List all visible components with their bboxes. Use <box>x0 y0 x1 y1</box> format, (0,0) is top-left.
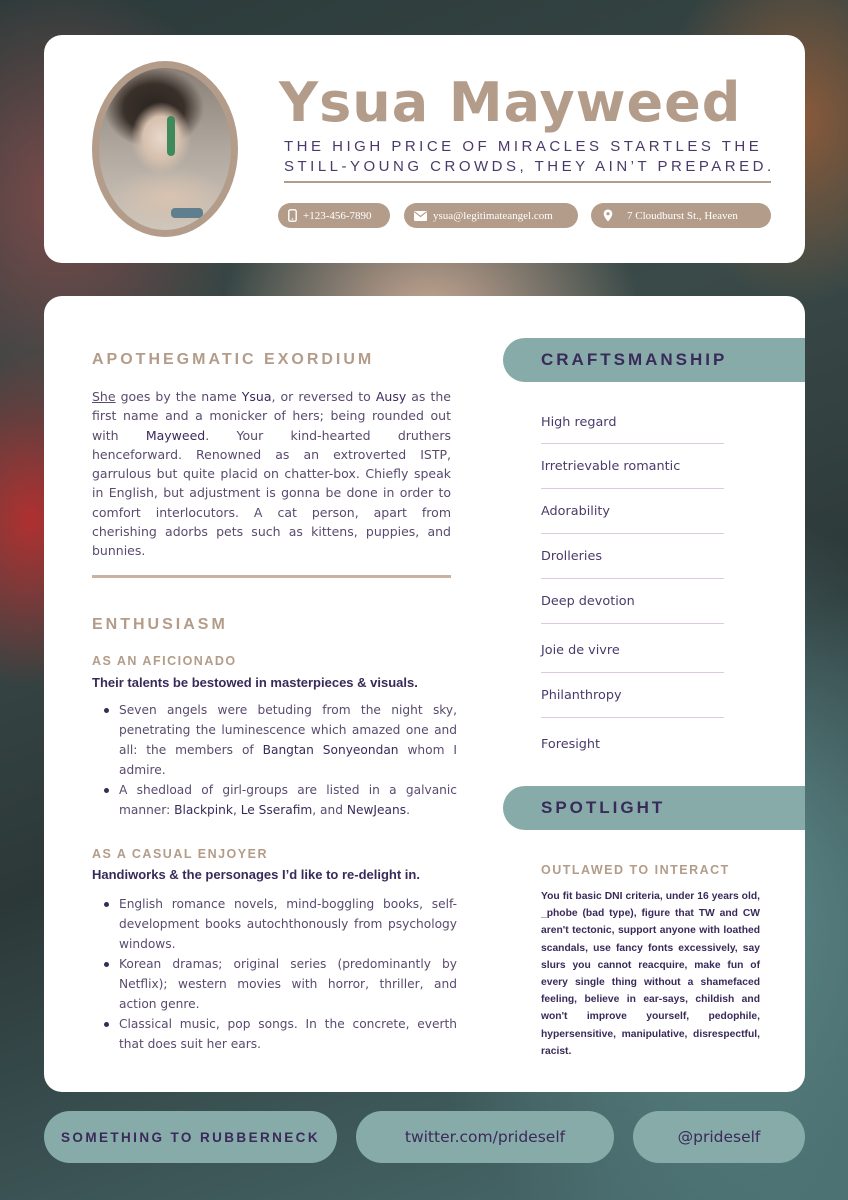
address-text: 7 Cloudburst St., Heaven <box>627 209 738 222</box>
skill-item: Irretrievable romantic <box>541 459 681 474</box>
skill-item: Adorability <box>541 504 610 519</box>
main-card <box>44 296 805 1092</box>
header-card <box>44 35 805 263</box>
aficionado-b1-highlight: Bangtan Sonyeondan <box>262 743 399 757</box>
aficionado-b2-highlight-1: Blackpink <box>174 803 233 817</box>
craftsmanship-tab: CRAFTSMANSHIP <box>503 338 805 382</box>
intro-divider <box>92 575 451 578</box>
mail-icon <box>414 211 427 221</box>
twitter-link[interactable]: twitter.com/prideself <box>356 1111 614 1163</box>
profile-photo-frame <box>92 61 238 237</box>
aficionado-b2-end: . <box>406 803 410 817</box>
email-pill[interactable] <box>404 203 578 228</box>
intro-text-2: , or reversed to <box>271 389 376 404</box>
handle-link[interactable]: @prideself <box>633 1111 805 1163</box>
aficionado-b2-highlight-2: Le Sserafim <box>240 803 313 817</box>
intro-paragraph <box>92 387 451 561</box>
intro-title: APOTHEGMATIC EXORDIUM <box>92 351 375 368</box>
skill-item: Philanthropy <box>541 688 622 703</box>
profile-tagline: THE HIGH PRICE OF MIRACLES STARTLES THE STILL-YOUNG CROWDS, THEY AIN’T PREPARED. <box>284 138 775 175</box>
aficionado-lead: Their talents be bestowed in masterpieces & visuals. <box>92 675 418 690</box>
aficionado-b1-end: whom I admire. <box>119 743 457 777</box>
skill-item: Deep devotion <box>541 594 635 609</box>
tagline-divider <box>284 181 771 183</box>
aficionado-b2-sep-1: , <box>232 803 241 817</box>
list-item <box>92 780 457 820</box>
phone-pill[interactable] <box>278 203 390 228</box>
address-pill[interactable] <box>591 203 771 228</box>
enjoyer-list <box>92 894 457 1054</box>
toy-car-shape <box>171 208 203 218</box>
aficionado-heading: AS AN AFICIONADO <box>92 654 237 668</box>
list-item <box>92 700 457 780</box>
list-item: Korean dramas; original series (predominantly by Netflix); western movies with horror, thriller, and action genre. <box>92 954 457 1014</box>
dni-heading: OUTLAWED TO INTERACT <box>541 863 730 877</box>
phone-icon <box>288 209 297 222</box>
aficionado-b2-sep-2: , and <box>312 803 347 817</box>
necklace-shape <box>167 116 175 156</box>
list-item: Classical music, pop songs. In the concrete, everth that does suit her ears. <box>92 1014 457 1054</box>
dni-text: You fit basic DNI criteria, under 16 years old, _phobe (bad type), figure that TW and CW aren't tectonic, support anyone with loathed scandals, use fancy fonts excessively, say slurs you cannot reacquire, make fun of every single thing without a shamefaced feeling, believe in ear-says, childish and won't improve yourself, pedophile, hypersensitive, manipulative, disrespectful, racist. <box>541 891 760 1057</box>
intro-text-3: as the first name and a monicker of hers; being rounded out with <box>92 389 451 443</box>
profile-name: Ysua Mayweed <box>279 71 742 134</box>
email-text: ysua@legitimateangel.com <box>433 209 553 222</box>
intro-ysua: Ysua <box>241 389 272 404</box>
phone-text: +123-456-7890 <box>303 209 372 222</box>
enjoyer-lead: Handiworks & the personages I’d like to re-delight in. <box>92 867 420 882</box>
skill-item: High regard <box>541 415 617 430</box>
skill-item: Drolleries <box>541 549 603 564</box>
skill-item: Foresight <box>541 737 601 752</box>
intro-text-1: goes by the name <box>115 389 242 404</box>
intro-mayweed: Mayweed <box>145 427 206 443</box>
enthusiasm-title: ENTHUSIASM <box>92 616 228 633</box>
aficionado-b1-text: Seven angels were betuding from the night sky, penetrating the luminescence which amazed one and all: the members of <box>119 703 457 757</box>
intro-text-4: . Your kind-hearted druthers henceforward. Renowned as an extroverted ISTP, garrulous but quite placid on chatter-box. Chiefly speak in English, but adjustment is gonna be done in order to comfort interlocutors. A cat person, apart from cherishing adorbs pets such as kittens, puppies, and bunnies. <box>92 427 451 559</box>
aficionado-b2-highlight-3: NewJeans <box>346 803 407 817</box>
skill-divider <box>541 717 724 718</box>
list-item: English romance novels, mind-boggling books, self-development books autochthonously from psychology windows. <box>92 894 457 954</box>
aficionado-list <box>92 700 457 820</box>
footer-label-pill: SOMETHING TO RUBBERNECK <box>44 1111 337 1163</box>
location-pin-icon <box>603 209 613 222</box>
enjoyer-heading: AS A CASUAL ENJOYER <box>92 847 268 861</box>
profile-photo <box>99 68 231 230</box>
skill-item: Joie de vivre <box>541 643 620 658</box>
skill-divider <box>541 623 724 624</box>
aficionado-b2-text: A shedload of girl-groups are listed in a galvanic manner: <box>119 783 457 817</box>
intro-ausy: Ausy <box>375 389 407 404</box>
intro-she: She <box>92 389 116 404</box>
spotlight-tab: SPOTLIGHT <box>503 786 805 830</box>
